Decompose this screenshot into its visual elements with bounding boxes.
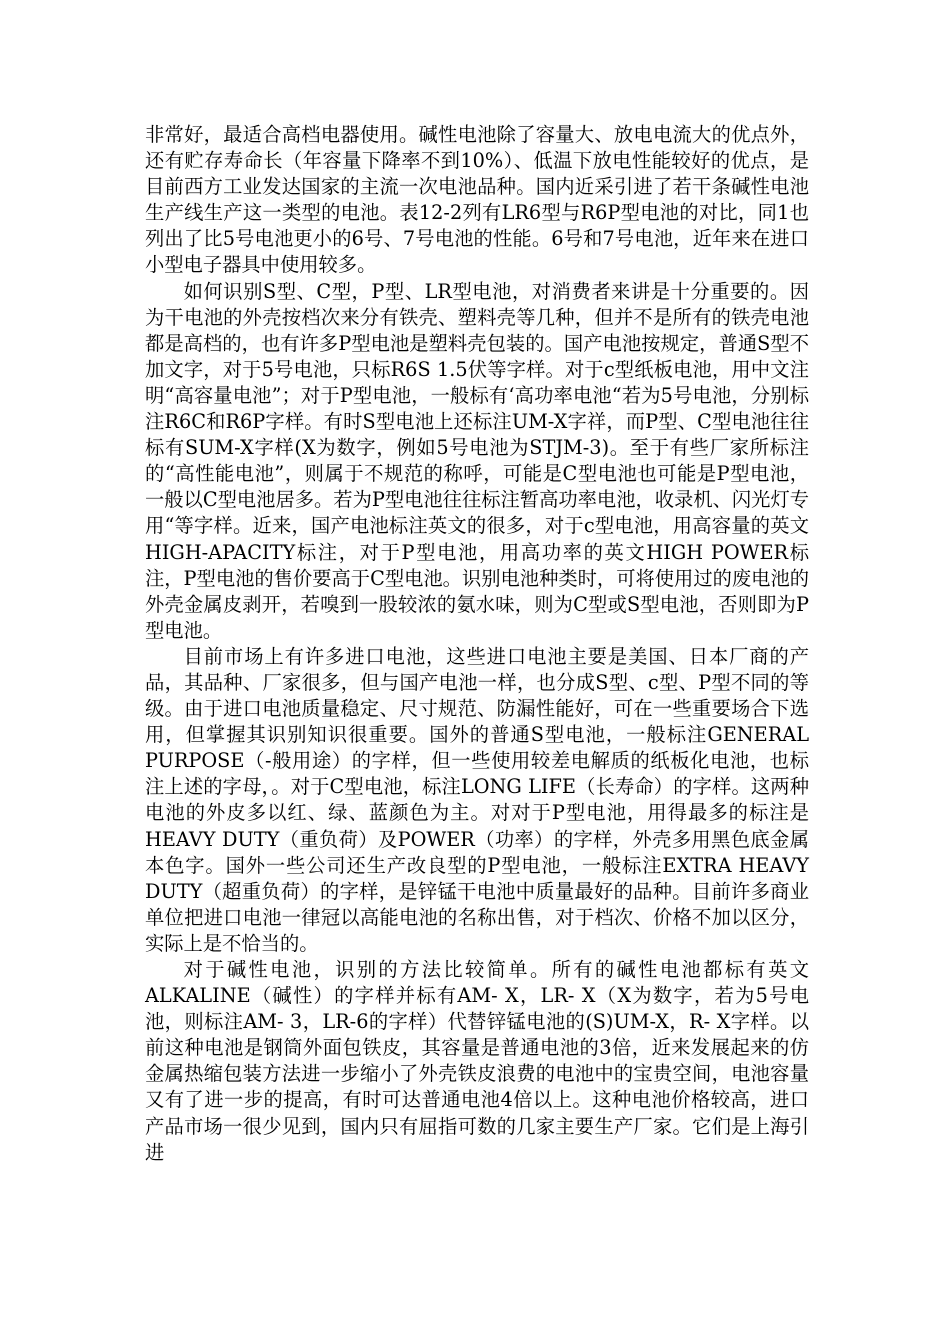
paragraph-identify-domestic: 如何识别S型、C型，P型、LR型电池，对消费者来讲是十分重要的。因为干电池的外壳按档次来分有铁壳、塑料壳等几种，但并不是所有的铁壳电池都是高档的，也有许多P型电池是塑料壳包装的。国产电池按规定，普通S型不加文字，对于5号电池，只标R6S 1.5伏等字样。对于c型纸板电池，用中文注明“高容量电池”；对于P型电池，一般标有‘高功率电池“若为5号电池，分别标注R6C和R6P字样。有时S型电池上还标注UM-X字祥，而P型、C型电池往往标有SUM-X字样(X为数字，例如5号电池为STJM-3)。至于有些厂家所标注的“高性能电池”，则属于不规范的称呼，可能是C型电池也可能是P型电池，一般以C型电池居多。若为P型电池往往标注暂高功率电池，收录机、闪光灯专用“等字样。近来，国产电池标注英文的很多，对于c型电池，用高容量的英文HIGH-APACITY标注，对于P型电池，用高功率的英文HIGH POWER标注，P型电池的售价要高于C型电池。识别电池种类时，可将使用过的废电池的外壳金属皮剥开，若嗅到一股较浓的氨水味，则为C型或S型电池，否则即为P型电池。 [145,279,810,642]
paragraph-alkaline-identify: 对于碱性电池，识别的方法比较简单。所有的碱性电池都标有英文ALKALINE（碱性）的字样并标有AM- X，LR- X（X为数字，若为5号电池，则标注AM- 3，LR-6的字样）代替锌锰电池的(S)UM-X，R- X字样。以前这种电池是钢筒外面包铁皮，其容量是普通电池的3倍，近来发展起来的仿金属热缩包装方法进一步缩小了外壳铁皮浪费的电池中的宝贵空间，电池容量又有了进一步的提高，有时可达普通电池4倍以上。这种电池价格较高，进口产品市场一很少见到，国内只有屈指可数的几家主要生产厂家。它们是上海引进 [145,958,809,1164]
paragraph-alkaline-intro: 非常好，最适合高档电器使用。碱性电池除了容量大、放电电流大的优点外，还有贮存寿命长（年容量下降率不到10%）、低温下放电性能较好的优点，是目前西方工业发达国家的主流一次电池品种。国内近采引进了若干条碱性电池生产线生产这一类型的电池。表12-2列有LR6型与R6P型电池的对比，同1也列出了比5号电池更小的6号、7号电池的性能。6号和7号电池，近年来在进口小型电子器具中使用较多。 [145,123,809,277]
document-page [145,122,829,1166]
paragraph-imported-batteries: 目前市场上有许多进口电池，这些进口电池主要是美国、日本厂商的产品，其品种、厂家很多，但与国产电池一样，也分成S型、c型、P型不同的等级。由于进口电池质量稳定、尺寸规范、防漏性能好，可在一些重要场合下选用，但掌握其识别知识很重要。国外的普通S型电池，一般标注GENERAL PURPOSE（-般用途）的字样，但一些使用较差电解质的纸板化电池，也标注上述的字母，。对于C型电池，标注LONG LIFE（长寿命）的字样。这两种电池的外皮多以红、绿、蓝颜色为主。对对于P型电池，用得最多的标注是HEAVY DUTY（重负荷）及POWER（功率）的字样，外壳多用黑色底金属本色字。国外一些公司还生产改良型的P型电池，一般标注EXTRA HEAVY DUTY（超重负荷）的字样，是锌锰干电池中质量最好的品种。目前许多商业单位把进口电池一律冠以高能电池的名称出售，对于档次、价格不加以区分，实际上是不恰当的。 [145,644,829,955]
